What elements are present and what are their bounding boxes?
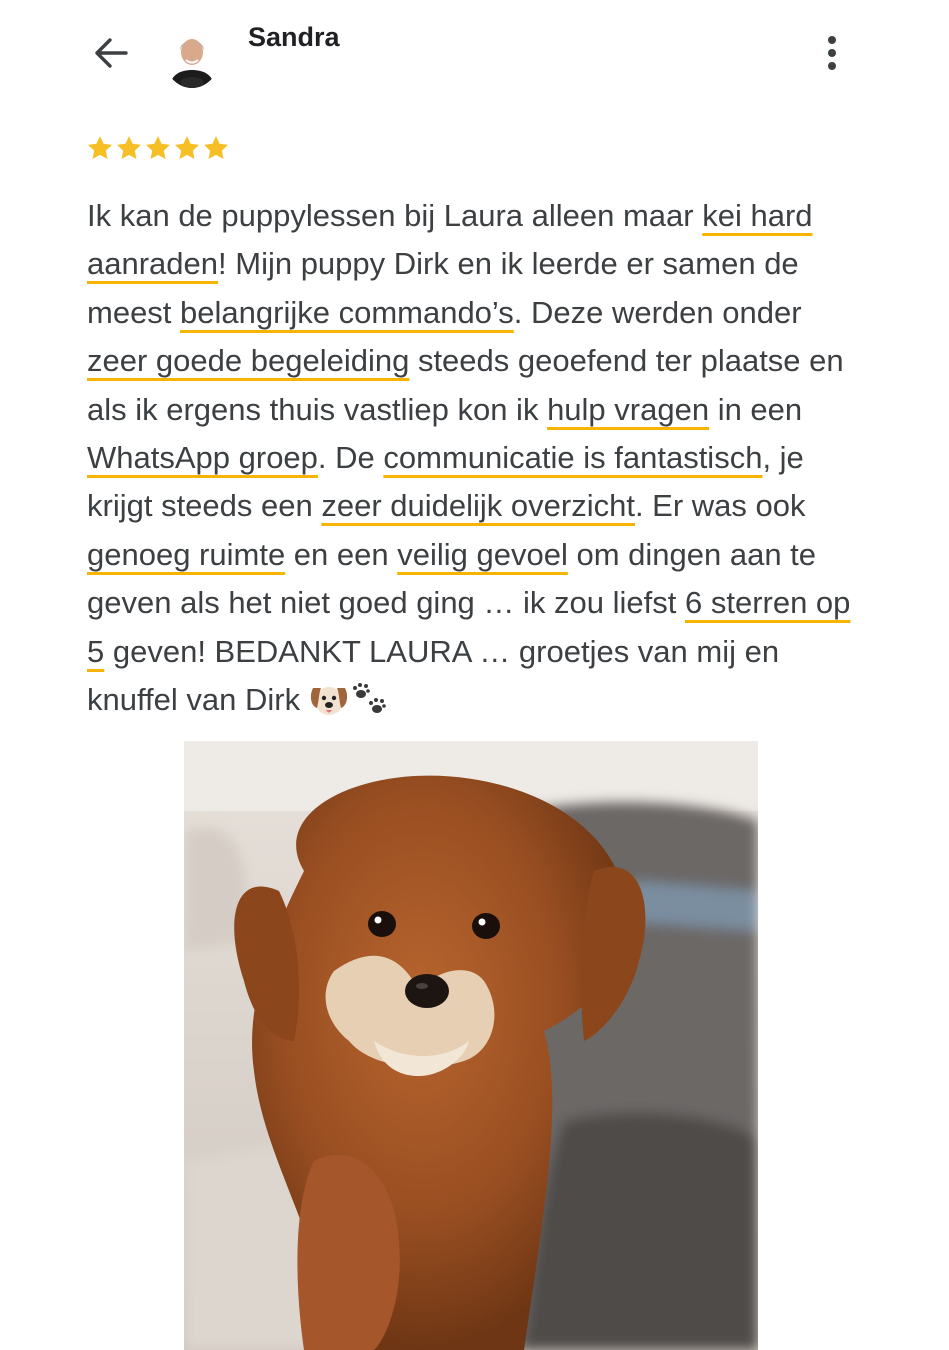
highlighted-phrase[interactable]: zeer goede begeleiding	[87, 343, 410, 379]
star-icon	[173, 134, 201, 162]
arrow-left-icon	[88, 30, 134, 76]
review-text	[87, 192, 857, 732]
star-rating	[86, 134, 230, 164]
highlighted-phrase[interactable]: genoeg ruimte	[87, 536, 286, 572]
highlighted-phrase[interactable]: zeer duidelijk overzicht	[321, 488, 635, 524]
star-icon	[202, 134, 230, 162]
highlighted-phrase[interactable]: belangrijke commando’s	[180, 294, 514, 330]
review-text-segment: en een	[285, 536, 398, 572]
star-icon	[144, 134, 172, 162]
highlighted-phrase[interactable]: communicatie is fantastisch	[383, 440, 763, 476]
avatar-image	[165, 30, 219, 88]
review-text-segment: in een	[709, 391, 803, 427]
review-text-segment: . De	[317, 440, 384, 476]
review-text-segment: om dingen aan te geven als het niet goed ging … ik zou liefst	[87, 536, 817, 621]
reviewer-name[interactable]: Sandra	[248, 22, 340, 52]
dog-face-emoji	[309, 682, 349, 732]
highlighted-phrase[interactable]: veilig gevoel	[397, 536, 568, 572]
highlighted-phrase[interactable]: hulp vragen	[547, 391, 710, 427]
review-text-segment: . Er was ook	[634, 488, 806, 524]
review-photo[interactable]	[184, 741, 758, 1350]
back-button[interactable]	[88, 30, 134, 76]
highlighted-phrase[interactable]: 6 sterren op 5	[87, 585, 851, 669]
review-text-segment: geven! BEDANKT LAURA … groetjes van mij en knuffel van Dirk	[87, 633, 780, 718]
review-text-segment: , je krijgt steeds een	[87, 440, 804, 524]
star-icon	[115, 134, 143, 162]
highlighted-phrase[interactable]: kei hard aanraden	[87, 198, 813, 282]
star-icon	[86, 134, 114, 162]
review-text-segment: Ik kan de puppylessen bij Laura alleen maar	[87, 198, 703, 233]
review-text-segment: . Deze werden onder	[513, 294, 802, 330]
review-text-segment: steeds geoefend ter plaatse en als ik ergens thuis vastliep kon ik	[87, 343, 844, 427]
dog-photo	[184, 741, 758, 1350]
more-vertical-icon	[816, 32, 848, 76]
more-options-button[interactable]	[816, 32, 848, 76]
highlighted-phrase[interactable]: WhatsApp groep	[87, 440, 318, 476]
reviewer-avatar[interactable]	[165, 30, 219, 88]
review-header	[0, 0, 949, 110]
paw-prints-emoji	[349, 682, 389, 732]
review-text-segment: ! Mijn puppy Dirk en ik leerde er samen de meest	[87, 246, 799, 330]
